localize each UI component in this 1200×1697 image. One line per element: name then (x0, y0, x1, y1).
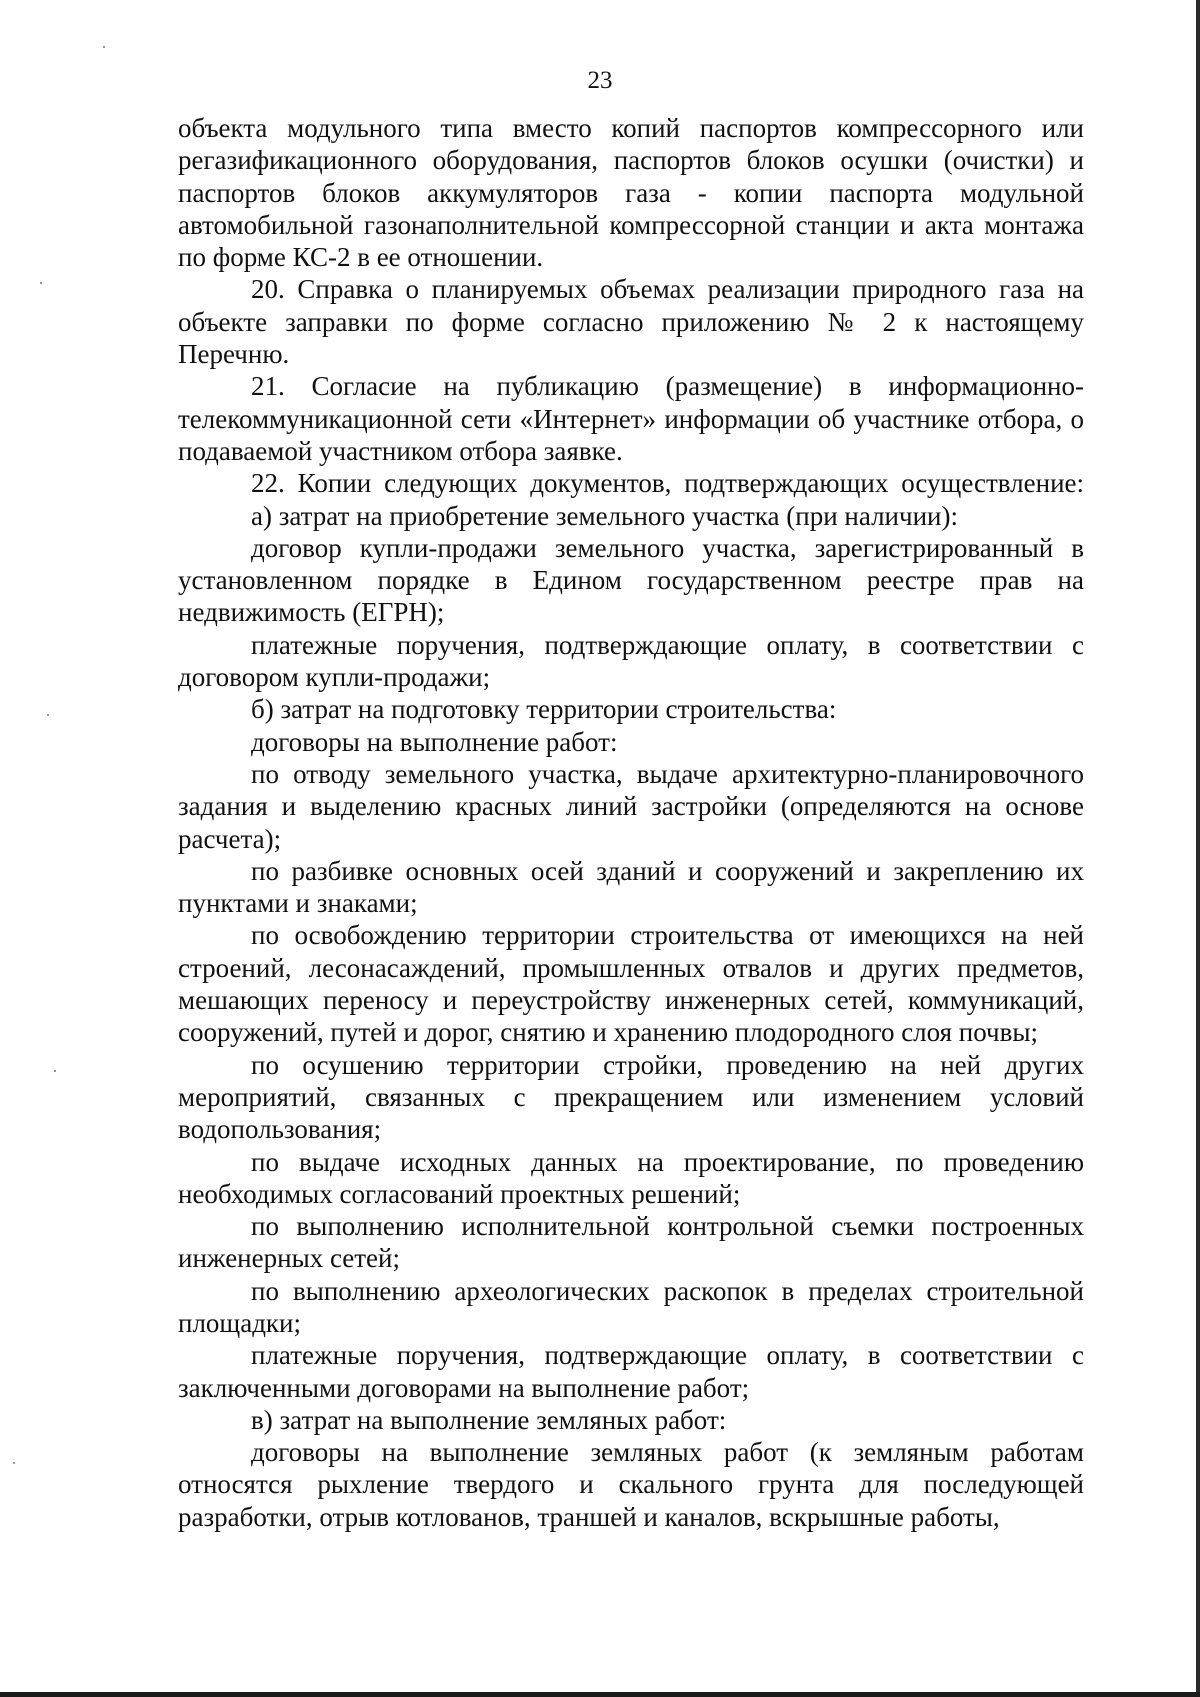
paragraph-item-21: 21. Согласие на публикацию (размещение) в информационно-телекоммуникационной сети «Интернет» информации об участнике отбора, о подаваемой участником отбора заявке. (178, 371, 1084, 466)
document-body (178, 112, 1084, 1533)
paragraph-site-drainage: по осушению территории стройки, проведению на ней других мероприятий, связанных с прекращением или изменением условий водопользования; (178, 1049, 1084, 1145)
scan-edge-right (1196, 0, 1200, 1697)
paragraph-executive-survey: по выполнению исполнительной контрольной съемки построенных инженерных сетей; (178, 1211, 1084, 1274)
paragraph-subitem-b: б) затрат на подготовку территории строительства: (251, 694, 837, 725)
scan-speck (103, 46, 105, 48)
paragraph-building-axes: по разбивке основных осей зданий и сооружений и закреплению их пунктами и знаками; (178, 855, 1084, 919)
paragraph-module-object-passports: объекта модульного типа вместо копий паспортов компрессорного или регазификационного оборудования, паспортов блоков осушки (очистки) и паспортов блоков аккумуляторов газа - копии паспорта модульной автомобильной газонаполнительной компрессорной станции и акта монтажа по форме КС-2 в ее отношении. (178, 113, 1084, 273)
paragraph-payment-orders-purchase: платежные поручения, подтверждающие оплату, в соответствии с договором купли-продажи; (178, 629, 1084, 693)
paragraph-design-data: по выдаче исходных данных на проектирование, по проведению необходимых согласований проектных решений; (178, 1146, 1084, 1209)
scan-speck (40, 282, 42, 284)
paragraph-subitem-v: в) затрат на выполнение земляных работ: (251, 1404, 727, 1435)
scan-speck (13, 1462, 15, 1464)
scan-speck (47, 714, 49, 716)
paragraph-payment-orders-works: платежные поручения, подтверждающие оплату, в соответствии с заключенными договорами на выполнение работ; (178, 1340, 1084, 1403)
paragraph-land-purchase-contract: договор купли-продажи земельного участка, зарегистрированный в установленном порядке в Едином государственном реестре прав на недвижимость (ЕГРН); (178, 532, 1084, 628)
paragraph-archaeological-excavation: по выполнению археологических раскопок в пределах строительной площадки; (178, 1275, 1084, 1338)
paragraph-earthwork-contracts: договоры на выполнение земляных работ (к земляным работам относятся рыхление твердого и скального грунта для последующей разработки, отрыв котлованов, траншей и каналов, вскрышные работы, (178, 1437, 1084, 1532)
scan-edge-bottom (0, 1692, 1200, 1697)
paragraph-subitem-a: а) затрат на приобретение земельного участка (при наличии): (251, 500, 958, 531)
page-number: 23 (587, 67, 613, 94)
paragraph-site-clearing: по освобождению территории строительства от имеющихся на ней строений, лесонасаждений, промышленных отвалов и других предметов, мешающих переносу и переустройству инженерных сетей, коммуникаций, сооружений, путей и дорог, снятию и хранению плодородного слоя почвы; (178, 920, 1084, 1048)
paragraph-land-allotment: по отводу земельного участка, выдаче архитектурно-планировочного задания и выделению красных линий застройки (определяются на основе расчета); (178, 758, 1084, 854)
paragraph-item-22: 22. Копии следующих документов, подтверждающих осуществление: (251, 468, 1084, 499)
scan-speck (54, 1070, 56, 1072)
paragraph-work-contracts: договоры на выполнение работ: (251, 726, 618, 757)
paragraph-item-20: 20. Справка о планируемых объемах реализации природного газа на объекте заправки по форме согласно приложению № 2 к настоящему Перечню. (178, 274, 1084, 370)
